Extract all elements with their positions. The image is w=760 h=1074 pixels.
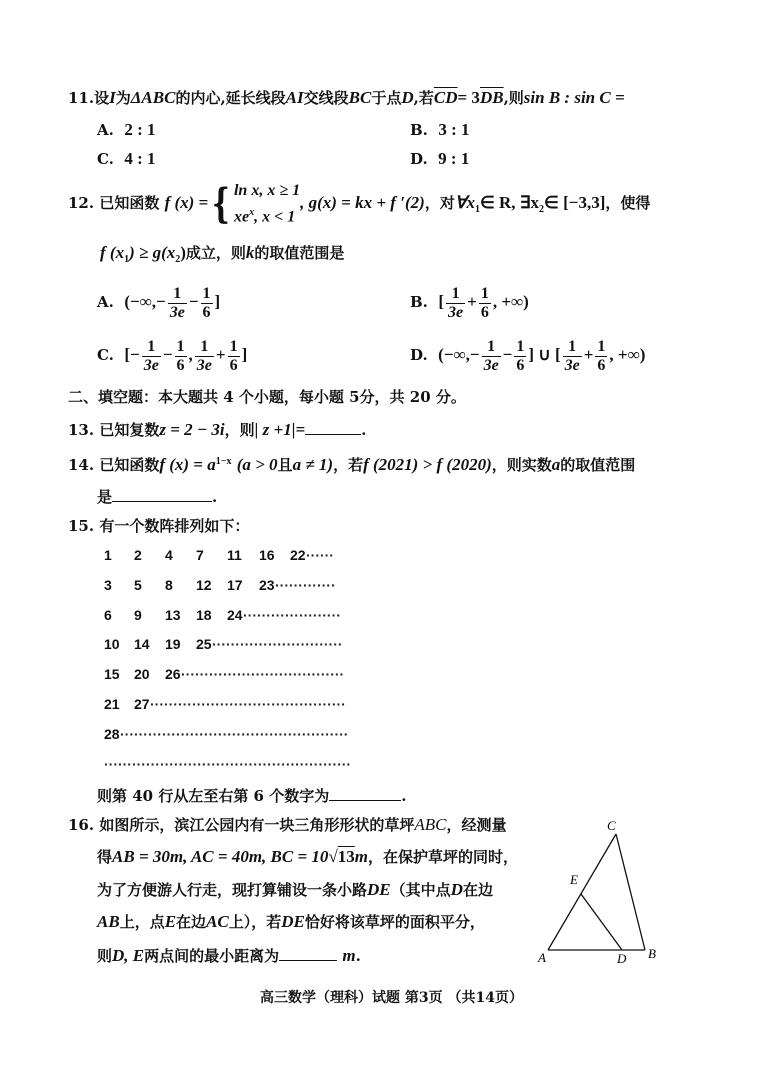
answer-blank[interactable] [279,944,337,961]
array-cell: 24 [227,606,243,623]
q11-option-d: D. 9 : 1 [410,149,470,168]
label-d: D [617,951,627,966]
q11-stem: 11.设I为ΔABC的内心,延长线段AI交线段BC于点D,若$\overline{CD}= 3\overline{DB}$,则sin B : sin C = [68,88,625,107]
array-cell: 9 [134,606,142,623]
q11-option-c: C. 4 : 1 [97,149,156,168]
array-cell: 25 [196,636,212,653]
triangle-figure [530,812,670,970]
q12-line2: f $(x_1) \ge g(x_2)$成立，则k的取值范围是 [100,243,345,265]
array-cell: 23 [259,576,275,593]
array-cell: 26 [165,666,181,683]
array-row [104,694,346,714]
array-cell: 15 [104,666,120,683]
array-cell: 21 [104,696,120,712]
q11-option-b: B. 3 : 1 [410,120,470,139]
q12-option-d: D. (−∞,− $\frac{1}{3e}$ − $\frac{1}{6}$ ] ∪ [ $\frac{1}{3e}$ + $\frac{1}{6}$ , +∞) [410,337,646,374]
array-cell: 6 [104,606,112,623]
q13: 13. 已知复数z = 2 − 3i，则| z +1|= . [68,420,367,439]
q15-ask: 则第 40 行从左至右第 6 个数字为 . [97,784,406,806]
array-cell: 28 [104,725,120,742]
array-cell: 8 [165,576,173,593]
answer-blank[interactable] [305,418,361,435]
ellipsis-dots: ···························· [212,636,343,653]
q15-stem: 15. 有一个数阵排列如下： [68,517,250,535]
array-cell: 1 [104,547,112,563]
page-footer: 高三数学（理科）试题 第3页 （共14页） [260,990,523,1006]
ellipsis-dots: ····················································· [104,755,352,772]
array-row [104,575,334,595]
array-row [104,754,352,774]
array-cell: 7 [196,547,204,563]
section-heading: 二、填空题：本大题共 4 个小题，每小题 5分，共 20 分。 [68,388,466,406]
array-cell: 20 [134,666,150,683]
array-cell: 27 [134,696,150,712]
ellipsis-dots: ····················· [243,606,341,623]
array-cell: 14 [134,636,150,653]
array-cell: 19 [165,636,181,653]
label-c: C [607,818,616,833]
brace-icon: { [212,180,231,227]
array-cell: 22 [290,547,306,563]
label-b: B [648,946,656,961]
ellipsis-dots: ·········································· [150,696,346,712]
array-cell: 13 [165,606,181,623]
q12-option-c: C. [− $\frac{1}{3e}$ − $\frac{1}{6}$ , $\frac{1}{3e}$ + $\frac{1}{6}$ ] [97,337,248,374]
q16-line1: 16. 如图所示，滨江公园内有一块三角形形状的草坪ABC，经测量 [68,815,507,834]
q14-line1: 14. 已知函数f $(x) = a^{1-x}$ (a > 0且a ≠ 1)，若f (2021) > f (2020)，则实数a的取值范围 [68,455,636,474]
q12-option-a: A. (−∞,− $\frac{1}{3e}$ − $\frac{1}{6}$ ] [97,284,221,321]
array-cell: 2 [134,547,142,563]
answer-blank[interactable] [112,485,212,502]
array-cell: 4 [165,547,173,563]
q12-stem: 12. 已知函数 f (x) ={ ln x, x ≥ 1 $xe^x$, x < 1 , g(x) = kx + f ′(2)，对$\forall x_1\in$ R, $\exists x_2\in$ [−3,3]，使得 [68,180,651,227]
array-row [104,724,349,744]
array-cell: 18 [196,606,212,623]
q16-line2: 得AB = 30m, AC = 40m, BC = 10√13m，在保护草坪的同时， [97,847,519,866]
ellipsis-dots: ······ [306,547,334,563]
array-row [104,664,345,684]
q14-line2: 是 . [97,485,217,507]
q16-line3: 为了方便游人行走，现打算铺设一条小路DE（其中点D在边 [97,880,493,899]
side-ac [548,834,616,950]
array-cell: 3 [104,576,112,593]
segment-de [581,894,622,950]
q11-option-a: A. 2 : 1 [97,120,156,139]
array-row [104,605,341,625]
array-row [104,545,334,565]
array-cell: 12 [196,576,212,593]
q16-line4: AB上，点E在边AC上），若DE恰好将该草坪的面积平分， [97,912,485,931]
array-cell: 10 [104,636,120,653]
label-e: E [570,872,578,887]
ellipsis-dots: ················································· [120,725,349,742]
array-row [104,634,343,654]
ellipsis-dots: ············· [275,576,336,593]
q16-line5: 则D, E两点间的最小距离为 m. [97,946,361,965]
array-cell: 5 [134,576,142,593]
q12-option-b: B. [ $\frac{1}{3e}$ + $\frac{1}{6}$ , +∞) [410,284,529,321]
q12-piecewise: ln x, x ≥ 1 $xe^x$, x < 1 [233,181,301,226]
answer-blank[interactable] [329,784,401,801]
array-cell: 11 [227,547,242,563]
ellipsis-dots: ··································· [181,666,345,683]
array-cell: 16 [259,547,275,563]
side-bc [616,834,645,950]
label-a: A [538,950,546,965]
array-cell: 17 [227,576,243,593]
